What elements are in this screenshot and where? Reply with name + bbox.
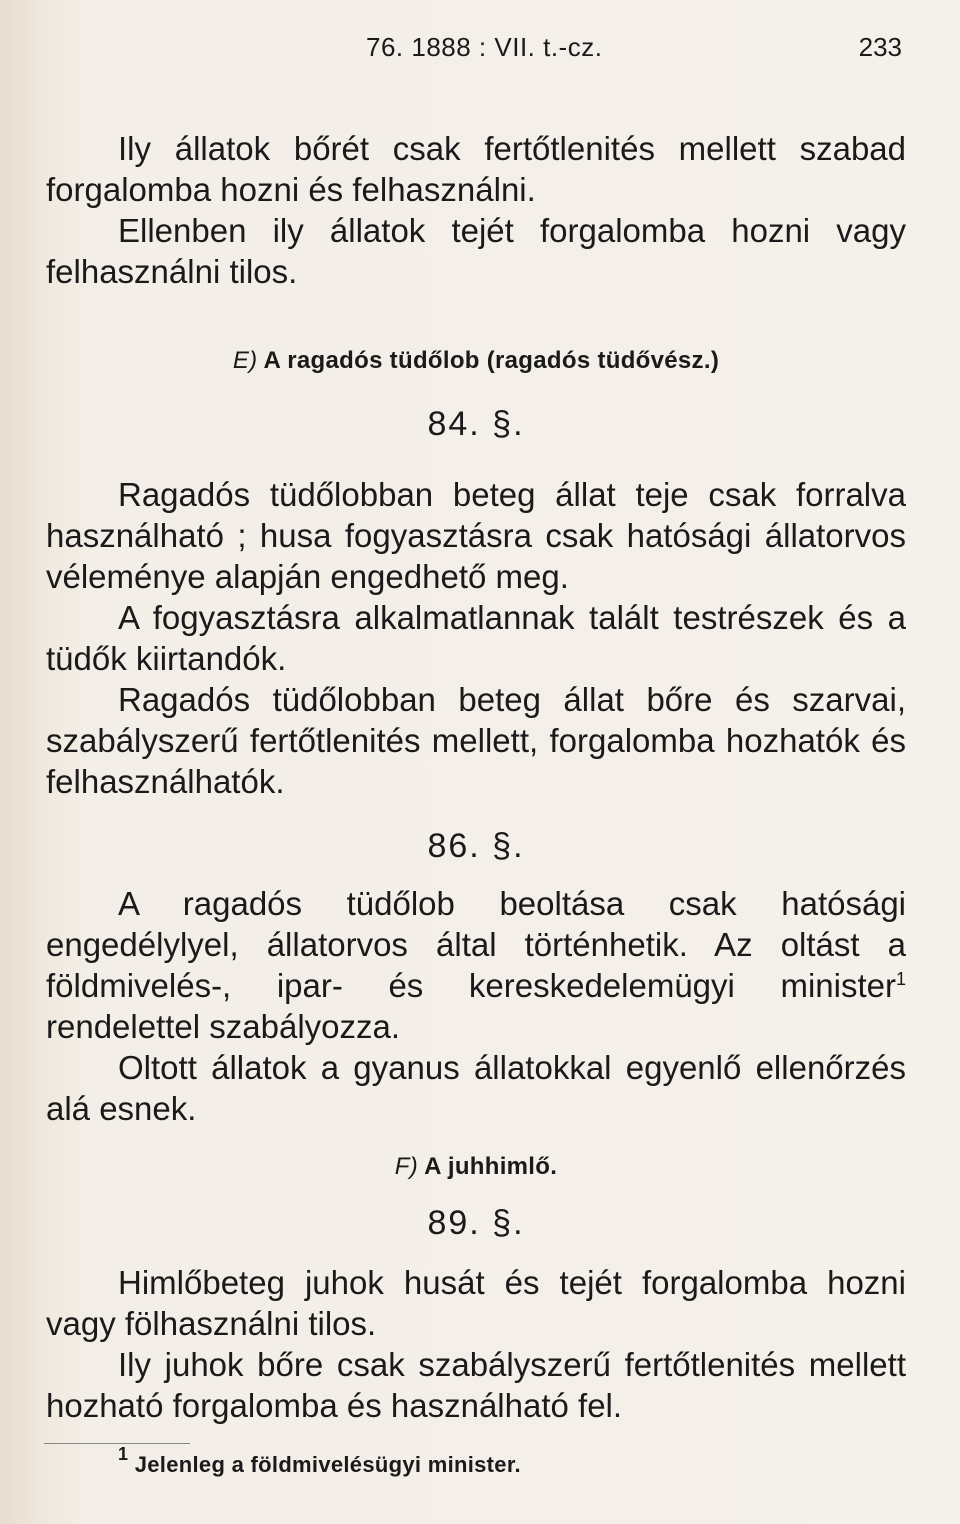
footnote-text: Jelenleg a földmivelésügyi minister. bbox=[134, 1452, 521, 1477]
section-e-heading bbox=[46, 340, 906, 381]
footnote-divider bbox=[44, 1443, 190, 1444]
paragraph-86-control: Oltott állatok a gyanus állatokkal egyenlő ellenőrzés alá esnek. bbox=[46, 1049, 906, 1127]
section-84-number: 84. §. bbox=[427, 405, 525, 443]
paragraph-86-inoculation bbox=[46, 883, 906, 1047]
section-89-number: 89. §. bbox=[427, 1204, 525, 1242]
paragraph-milk-prohibited: Ellenben ily állatok tejét forgalomba hozni vagy felhasználni tilos. bbox=[46, 212, 906, 290]
page-number: 233 bbox=[858, 32, 902, 62]
opening-text bbox=[46, 128, 906, 292]
section-84-text bbox=[46, 474, 906, 802]
paragraph-84-skin: Ragadós tüdőlobban beteg állat bőre és szarvai, szabályszerű fertőtlenités mellett, forgalomba hozhatók és felhasználhatók. bbox=[46, 681, 906, 800]
section-f-heading bbox=[46, 1146, 906, 1187]
footnote-marker: 1 bbox=[118, 1444, 129, 1464]
footnote bbox=[118, 1444, 521, 1478]
paragraph-86-text-a: A ragadós tüdőlob beoltása csak hatósági engedélylyel, állatorvos által történhetik. Az oltást a földmivelés-, ipar- és kereskedelemügyi minister bbox=[46, 885, 906, 1004]
footnote-reference: 1 bbox=[895, 969, 906, 989]
paragraph-89-prohibition: Himlőbeteg juhok husát és tejét forgalomba hozni vagy fölhasználni tilos. bbox=[46, 1264, 906, 1342]
running-head: 76. 1888 : VII. t.-cz. bbox=[366, 32, 603, 62]
page-header bbox=[0, 32, 960, 72]
section-89-text bbox=[46, 1262, 906, 1426]
section-f-title: A juhhimlő. bbox=[424, 1153, 558, 1180]
section-e-letter: E) bbox=[232, 347, 258, 374]
paragraph-89-skin: Ily juhok bőre csak szabályszerű fertőtlenités mellett hozható forgalomba és használható fel. bbox=[46, 1346, 906, 1424]
paragraph-84-parts: A fogyasztásra alkalmatlannak talált testrészek és a tüdők kiirtandók. bbox=[46, 599, 906, 677]
paragraph-86-text-b: rendelettel szabályozza. bbox=[46, 1008, 401, 1045]
paragraph-84-milk: Ragadós tüdőlobban beteg állat teje csak forralva használható ; husa fogyasztásra csak hatósági állatorvos véleménye alapján engedhető meg. bbox=[46, 476, 906, 595]
section-86-text bbox=[46, 883, 906, 1129]
paragraph-skin-disinfection: Ily állatok bőrét csak fertőtlenités mellett szabad forgalomba hozni és felhasználni. bbox=[46, 130, 906, 208]
section-86-number: 86. §. bbox=[427, 827, 525, 865]
section-f-letter: F) bbox=[394, 1153, 419, 1180]
section-e-title: A ragadós tüdőlob (ragadós tüdővész.) bbox=[263, 347, 720, 374]
